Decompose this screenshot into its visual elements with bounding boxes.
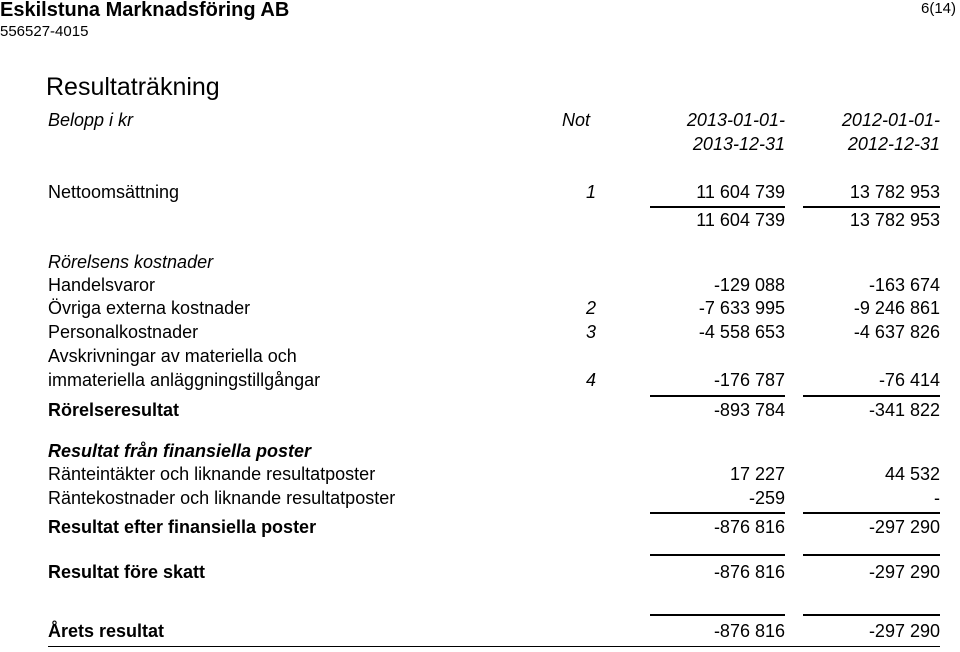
- row-efter-finansiella-label: Resultat efter finansiella poster: [48, 517, 317, 537]
- row-arets-resultat-previous: -297 290: [868, 621, 940, 641]
- row-avskrivningar-label-line1: Avskrivningar av materiella och: [48, 346, 297, 366]
- previous-period-end: 2012-12-31: [847, 134, 940, 154]
- row-avskrivningar-label-line2: immateriella anläggningstillgångar: [48, 370, 321, 390]
- row-avskrivningar-current: -176 787: [713, 370, 785, 390]
- row-handelsvaror-current: -129 088: [713, 275, 785, 295]
- bottom-rule: [48, 646, 940, 647]
- row-rantekostnader-label: Räntekostnader och liknande resultatposter: [48, 488, 396, 508]
- row-rorelseresultat-current: -893 784: [713, 400, 785, 420]
- org-number: 556527-4015: [0, 23, 89, 40]
- section-heading-finansiella: Resultat från finansiella poster: [48, 441, 312, 461]
- row-ovriga-note: 2: [586, 298, 597, 318]
- row-handelsvaror-label: Handelsvaror: [48, 275, 156, 295]
- row-nettoomsattning-previous: 13 782 953: [849, 182, 940, 202]
- row-ovriga-label: Övriga externa kostnader: [48, 298, 251, 318]
- row-fore-skatt-current: -876 816: [713, 562, 785, 582]
- row-efter-finansiella-previous: -297 290: [868, 517, 940, 537]
- row-ranteintakter-label: Ränteintäkter och liknande resultatposter: [48, 464, 376, 484]
- row-avskrivningar-note: 4: [586, 370, 597, 390]
- company-name: Eskilstuna Marknadsföring AB: [0, 0, 290, 21]
- row-handelsvaror-previous: -163 674: [868, 275, 940, 295]
- sum-line: [650, 614, 785, 616]
- previous-period-start: 2012-01-01-: [841, 110, 940, 130]
- section-heading-rorelsens-kostnader: Rörelsens kostnader: [48, 252, 214, 272]
- sum-line: [803, 206, 940, 208]
- current-period-end: 2013-12-31: [692, 134, 785, 154]
- row-fore-skatt-label: Resultat före skatt: [48, 562, 206, 582]
- netto-sum-current: 11 604 739: [696, 210, 785, 230]
- row-ranteintakter-current: 17 227: [729, 464, 785, 484]
- sum-line: [803, 554, 940, 556]
- row-personal-current: -4 558 653: [698, 322, 785, 342]
- note-column-header: Not: [562, 110, 591, 130]
- amount-column-label: Belopp i kr: [48, 110, 134, 130]
- row-fore-skatt-previous: -297 290: [868, 562, 940, 582]
- report-title: Resultaträkning: [46, 73, 220, 101]
- sum-line: [803, 395, 940, 397]
- row-personal-label: Personalkostnader: [48, 322, 199, 342]
- sum-line: [650, 554, 785, 556]
- row-arets-resultat-current: -876 816: [713, 621, 785, 641]
- row-rantekostnader-previous: -: [934, 488, 940, 508]
- current-period-start: 2013-01-01-: [686, 110, 785, 130]
- row-rantekostnader-current: -259: [748, 488, 785, 508]
- row-nettoomsattning-note: 1: [586, 182, 597, 202]
- sum-line: [650, 512, 785, 514]
- sum-line: [650, 395, 785, 397]
- row-nettoomsattning-label: Nettoomsättning: [48, 182, 180, 202]
- sum-line: [803, 614, 940, 616]
- row-personal-note: 3: [586, 322, 597, 342]
- sum-line: [803, 512, 940, 514]
- row-personal-previous: -4 637 826: [853, 322, 940, 342]
- row-nettoomsattning-current: 11 604 739: [696, 182, 785, 202]
- sum-line: [650, 206, 785, 208]
- row-rorelseresultat-label: Rörelseresultat: [48, 400, 180, 420]
- row-ranteintakter-previous: 44 532: [884, 464, 940, 484]
- row-ovriga-previous: -9 246 861: [853, 298, 940, 318]
- row-rorelseresultat-previous: -341 822: [868, 400, 940, 420]
- page-number: 6(14): [921, 0, 957, 17]
- row-avskrivningar-previous: -76 414: [878, 370, 940, 390]
- netto-sum-previous: 13 782 953: [849, 210, 940, 230]
- row-arets-resultat-label: Årets resultat: [48, 621, 165, 641]
- row-ovriga-current: -7 633 995: [698, 298, 785, 318]
- row-efter-finansiella-current: -876 816: [713, 517, 785, 537]
